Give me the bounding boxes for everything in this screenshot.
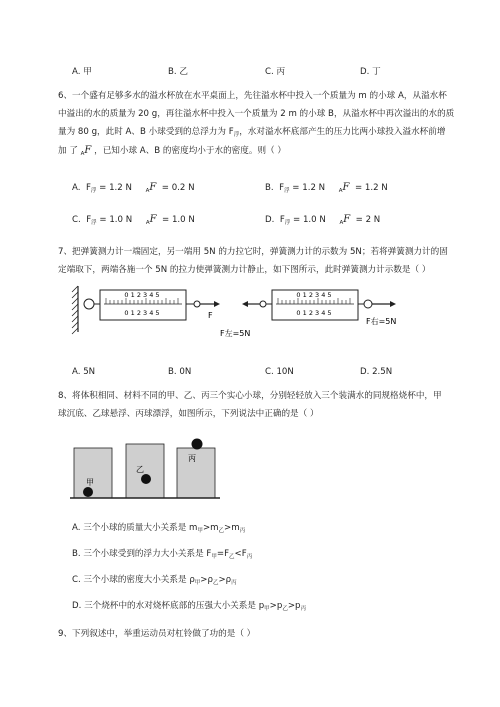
q7-stem-line-1: 7、把弹簧测力计一端固定，另一端用 5N 的力拉它时，弹簧测力计的示数为 5N；若将弹簧测力计的固 — [58, 247, 448, 257]
q8-option-a[interactable]: A. 三个小球的质量大小关系是 $m_甲>m_乙>m_丙$ — [72, 523, 246, 534]
ball-jia — [83, 487, 93, 497]
right-scale-bottom-numbers: 0 1 2 3 4 5 — [296, 309, 332, 317]
q6-option-d[interactable]: D. $F_浮 = 1.0$ N $_A$F = 2 N — [265, 214, 381, 226]
left-scale-top-numbers: 0 1 2 3 4 5 — [124, 291, 160, 299]
q5-option-b[interactable]: B. 乙 — [168, 67, 188, 77]
q6-option-a[interactable]: A. $F_浮 = 1.2$ N $_A$F = 0.2 N — [72, 182, 195, 194]
left-scale-bottom-numbers: 0 1 2 3 4 5 — [124, 309, 160, 317]
q8-stem-line-1: 8、将体积相同、材料不同的甲、乙、丙三个实心小球，分别轻轻放入三个装满水的同规格烧杯中，甲 — [58, 391, 442, 401]
ball-label-bing: 丙 — [188, 454, 196, 463]
ball-bing — [192, 439, 203, 450]
q7-option-c[interactable]: C. 10N — [265, 367, 294, 377]
right-scale-ring — [364, 300, 372, 308]
beaker-bing — [177, 448, 215, 498]
beaker-jia — [74, 448, 112, 498]
q6-stem-line-4: 加 了 $_A$F ，已知小球 A、B 的密度均小于水的密度。则（ ） — [58, 145, 286, 157]
q6-option-b[interactable]: B. $F_浮 = 1.2$ N $_A$F = 1.2 N — [265, 182, 388, 194]
q6-stem-line-3: 量为 80 g，此时 A、B 小球受到的总浮力为 $F_浮$，水对溢水杯底部产生的压力比两小球投入溢水杯前增 — [58, 127, 446, 138]
beaker-yi — [126, 444, 164, 498]
q6-stem-line-1: 6、一个盛有足够多水的溢水杯放在水平桌面上，先往溢水杯中投入一个质量为 m 的小球 A，从溢水杯 — [58, 91, 447, 101]
q8-beakers-figure — [70, 434, 220, 502]
q5-option-a[interactable]: A. 甲 — [72, 67, 92, 77]
left-scale-hook — [194, 301, 200, 307]
q7-option-b[interactable]: B. 0N — [168, 367, 192, 377]
q6-stem-line-2: 中溢出的水的质量为 20 g，再往溢水杯中投入一个质量为 2 m 的小球 B，从溢水杯中再次溢出的水的质 — [58, 109, 455, 119]
q7-stem-line-2: 定端取下，两端各施一个 5N 的拉力使弹簧测力计静止，如下图所示，此时弹簧测力计示数是（ ） — [58, 265, 431, 275]
q8-option-b[interactable]: B. 三个小球受到的浮力大小关系是 $F_甲=F_乙<F_丙$ — [72, 549, 253, 560]
q7-spring-scale-figure — [70, 284, 415, 346]
q6-option-c[interactable]: C. $F_浮 = 1.0$ N $_A$F = 1.0 N — [72, 214, 195, 226]
q5-option-c[interactable]: C. 丙 — [265, 67, 286, 77]
ball-yi — [141, 474, 151, 484]
ball-label-jia: 甲 — [86, 478, 94, 487]
left-force-label: F — [208, 311, 213, 320]
left-scale-ring — [84, 299, 94, 309]
q9-stem: 9、下列叙述中，举重运动员对杠铃做了功的是（ ） — [58, 629, 256, 639]
q8-stem-line-2: 球沉底、乙球悬浮、丙球漂浮，如图所示，下列说法中正确的是（ ） — [58, 409, 319, 419]
ball-label-yi: 乙 — [136, 465, 144, 474]
right-scale-top-numbers: 0 1 2 3 4 5 — [296, 291, 332, 299]
q8-option-c[interactable]: C. 三个小球的密度大小关系是 $\rho_甲>\rho_乙>\rho_丙$ — [72, 575, 237, 586]
right-scale-left-hook — [260, 301, 266, 307]
force-right-label: F右=5N — [366, 317, 397, 326]
q7-option-a[interactable]: A. 5N — [72, 367, 96, 377]
force-left-label: F左=5N — [220, 329, 251, 338]
q5-option-d[interactable]: D. 丁 — [360, 67, 381, 77]
wall-hatching — [72, 286, 78, 334]
q8-option-d[interactable]: D. 三个烧杯中的水对烧杯底部的压强大小关系是 $p_甲>p_乙>p_丙$ — [72, 601, 307, 612]
q7-option-d[interactable]: D. 2.5N — [360, 367, 393, 377]
